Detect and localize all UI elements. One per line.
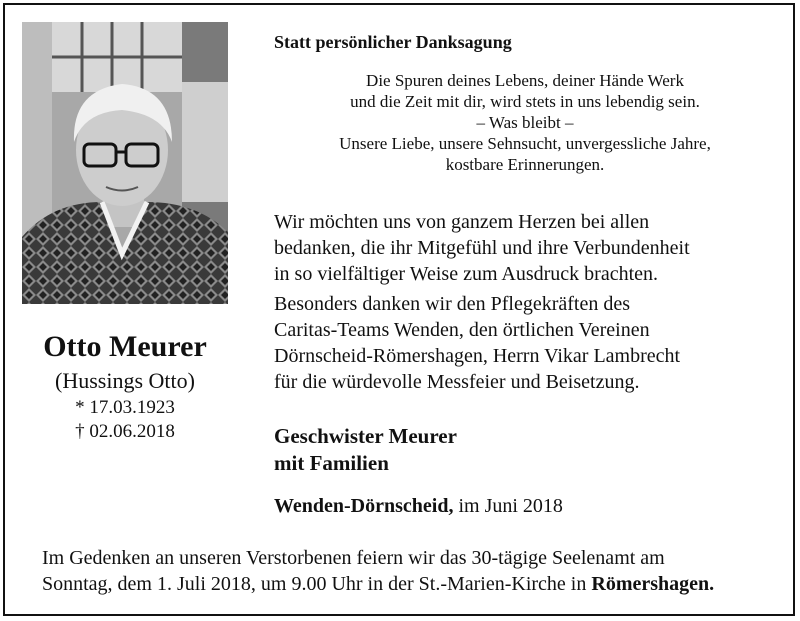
thanks-text: [274, 209, 784, 399]
memorial-mass-notice: [42, 545, 782, 597]
date: im Juni 2018: [458, 495, 563, 517]
death-date: † 02.06.2018: [75, 421, 175, 442]
poem-line: – Was bleibt –: [476, 113, 574, 132]
notice-line: Im Gedenken an unseren Verstorbenen feiern wir das 30-tägige Seelenamt am: [42, 547, 665, 569]
poem-line: und die Zeit mit dir, wird stets in uns lebendig sein.: [350, 92, 700, 111]
notice-line: [42, 571, 782, 597]
thanks-line: Dörnscheid-Römershagen, Herrn Vikar Lambrecht: [274, 345, 681, 367]
notice-text: Sonntag, dem 1. Juli 2018, um 9.00 Uhr in der St.-Marien-Kirche in: [42, 573, 592, 595]
signer-line: mit Familien: [274, 451, 389, 475]
signers: [274, 423, 457, 477]
notice-location: Römershagen.: [591, 573, 715, 595]
thanks-line: in so vielfältiger Weise zum Ausdruck brachten.: [274, 263, 659, 285]
poem-line: Unsere Liebe, unsere Sehnsucht, unvergessliche Jahre,: [339, 134, 711, 153]
poem: [268, 70, 782, 175]
place-date: [274, 493, 563, 519]
deceased-nickname: (Hussings Otto): [55, 368, 195, 393]
thanks-line: Wir möchten uns von ganzem Herzen bei allen: [274, 211, 650, 233]
birth-date: * 17.03.1923: [75, 397, 175, 418]
place: Wenden-Dörnscheid,: [274, 495, 454, 517]
poem-line: kostbare Erinnerungen.: [445, 155, 605, 174]
thanks-paragraph: [274, 291, 784, 395]
notice-heading: Statt persönlicher Danksagung: [274, 32, 512, 52]
deceased-name: Otto Meurer: [43, 330, 207, 363]
thanks-line: für die würdevolle Messfeier und Beisetzung.: [274, 371, 640, 393]
thanks-line: Caritas-Teams Wenden, den örtlichen Vereinen: [274, 319, 650, 341]
thanks-line: bedanken, die ihr Mitgefühl und ihre Verbundenheit: [274, 237, 690, 259]
thanks-line: Besonders danken wir den Pflegekräften des: [274, 293, 630, 315]
poem-line: Die Spuren deines Lebens, deiner Hände Werk: [366, 71, 684, 90]
signer-line: Geschwister Meurer: [274, 424, 457, 448]
thanks-paragraph: [274, 209, 784, 287]
portrait-photo: [22, 22, 228, 304]
